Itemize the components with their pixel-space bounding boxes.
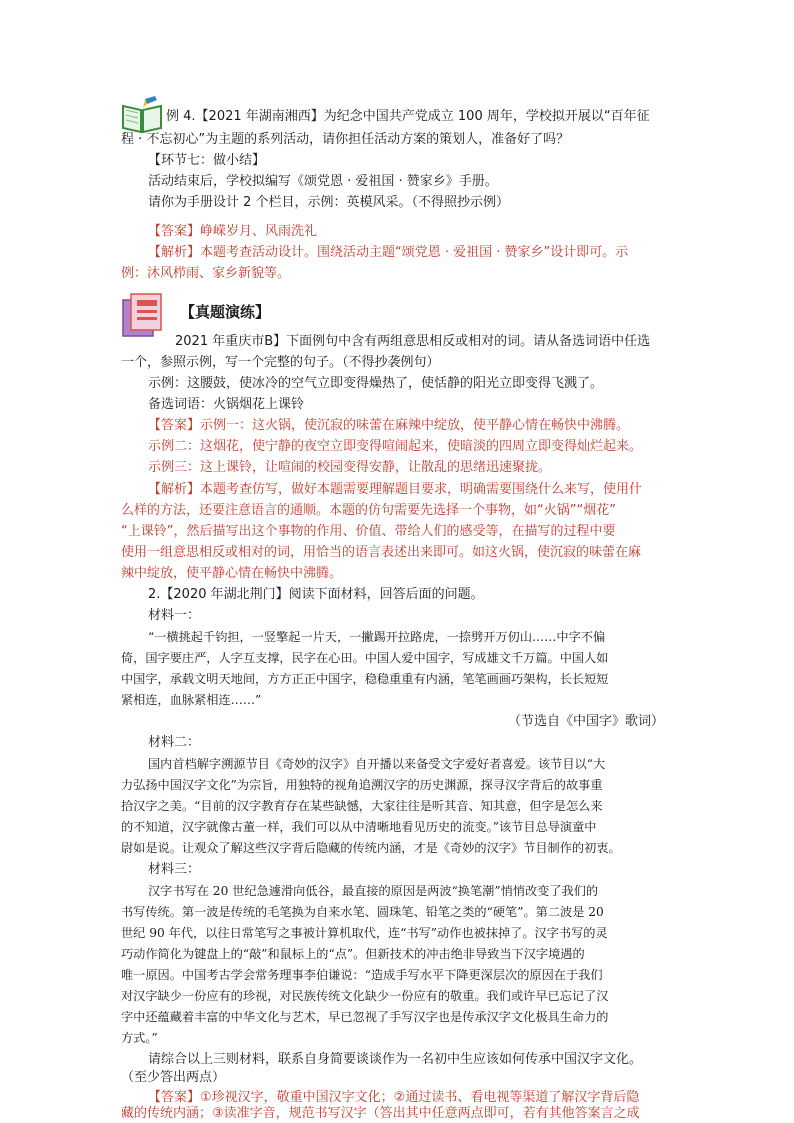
q2-material-3-label: 材料三：	[148, 862, 201, 877]
q2-m1-source: （节选自《中国字》歌词）	[508, 714, 665, 729]
q1-analysis-1: 【解析】本题考查仿写，做好本题需要理解题目要求，明确需要围绕什么来写，使用什	[148, 482, 643, 497]
example-4-answer: 【答案】峥嵘岁月、风雨洗礼	[148, 224, 318, 239]
example-4-line-2: 程 · 不忘初心”为主题的系列活动，请你担任活动方案的策划人，准备好了吗？	[121, 132, 570, 147]
q2-m1-line-1: “一横挑起千钧担，一竖擎起一片天，一撇踢开拉路虎，一捺劈开万仞山……中字不偏	[148, 630, 606, 644]
book-pencil-icon	[121, 96, 163, 134]
q1-line-2: 一个，参照示例，写一个完整的句子。（不得抄袭例句）	[121, 355, 440, 370]
q2-m2-line-4: 的不知道，汉字就像古董一样，我们可以从中清晰地看见历史的流变。”该节目总导演童中	[121, 820, 597, 834]
q1-answer-2: 示例二：这烟花，使宁静的夜空立即变得喧闹起来，使暗淡的四周立即变得灿烂起来。	[148, 439, 643, 454]
q1-answer-1: 【答案】示例一：这火锅，使沉寂的味蕾在麻辣中绽放，使平静心情在畅快中沸腾。	[148, 418, 630, 433]
q2-m2-line-1: 国内首档解字溯源节目《奇妙的汉字》自开播以来备受文字爱好者喜爱。该节目以“大	[148, 757, 606, 771]
q2-answer-1: 【答案】①珍视汉字，敬重中国汉字文化；②通过读书、看电视等渠道了解汉字背后隐	[148, 1090, 640, 1105]
q2-m3-line-3: 世纪 90 年代，以往日常笔写之事被计算机取代，连“书写”动作也被抹掉了。汉字书写的灵	[121, 926, 608, 940]
q1-options: 备选词语：火锅烟花上课铃	[148, 397, 305, 412]
practice-section-title: 【真题演练】	[180, 303, 271, 321]
q1-answer-3: 示例三：这上课铃，让喧闹的校园变得安静，让散乱的思绪迅速聚拢。	[148, 460, 552, 475]
q2-m1-line-4: 紧相连，血脉紧相连……”	[121, 693, 262, 707]
example-4-section: 【环节七：做小结】	[148, 153, 266, 168]
q2-m3-line-6: 对汉字缺少一份应有的珍视，对民族传统文化缺少一份应有的敬重。我们或许早已忘记了汉	[121, 989, 609, 1003]
q1-analysis-3: “上课铃”，然后描写出这个事物的作用、价值、带给人们的感受等，在描写的过程中要	[121, 524, 616, 539]
q1-analysis-4: 使用一组意思相反或相对的词，用恰当的语言表述出来即可。如这火锅，使沉寂的味蕾在麻	[121, 545, 642, 560]
q1-line-1: 2021 年重庆市B】下面例句中含有两组意思相反或相对的词。请从备选词语中任选	[175, 334, 651, 349]
q2-question-2: （至少答出两点）	[121, 1070, 226, 1085]
example-4-analysis-1: 【解析】本题考查活动设计。围绕活动主题“颂党恩 · 爱祖国 · 赞家乡”设计即可。示	[148, 245, 629, 260]
q2-m3-line-8: 方式。”	[121, 1031, 158, 1045]
q2-m2-line-5: 尉如是说。让观众了解这些汉字背后隐藏的传统内涵，才是《奇妙的汉字》节目制作的初衷。	[121, 841, 621, 855]
example-4-line-1: 例 4.【2021 年湖南湘西】为纪念中国共产党成立 100 周年，学校拟开展以“百年征	[166, 109, 650, 124]
q2-m3-line-5: 唯一原因。中国考古学会常务理事李伯谦说：“造成手写水平下降更深层次的原因在于我们	[121, 968, 603, 982]
q2-question-1: 请综合以上三则材料，联系自身简要谈谈作为一名初中生应该如何传承中国汉字文化。	[148, 1052, 643, 1067]
q2-m2-line-2: 力弘扬中国汉字文化”为宗旨，用独特的视角追溯汉字的历史渊源，探寻汉字背后的故事重	[121, 778, 603, 792]
example-4-line-5: 请你为手册设计 2 个栏目，示例：英模风采。（不得照抄示例）	[148, 195, 510, 210]
example-4-analysis-2: 例：沐风栉雨、家乡新貌等。	[121, 266, 291, 281]
q2-material-1-label: 材料一：	[148, 608, 201, 623]
q2-m1-line-2: 倚，国字要庄严，人字互支撑，民字在心田。中国人爱中国字，写成雄文千万篇。中国人如	[121, 651, 609, 665]
q2-line-1: 2.【2020 年湖北荆门】阅读下面材料，回答后面的问题。	[148, 587, 484, 602]
q2-answer-2: 藏的传统内涵；③读准字音，规范书写汉字（答出其中任意两点即可，若有其他答案言之成	[121, 1106, 640, 1121]
q2-m3-line-1: 汉字书写在 20 世纪急遽滑向低谷，最直接的原因是两波“换笔潮”悄悄改变了我们的	[148, 884, 599, 898]
example-4-line-4: 活动结束后，学校拟编写《颂党恩 · 爱祖国 · 赞家乡》手册。	[148, 174, 498, 189]
q1-example: 示例：这腰鼓，使冰冷的空气立即变得燥热了，使恬静的阳光立即变得飞溅了。	[148, 376, 604, 391]
q1-analysis-5: 辣中绽放，使平静心情在畅快中沸腾。	[121, 566, 343, 581]
q2-m2-line-3: 拾汉字之美。“目前的汉字教育存在某些缺憾，大家往往是听其音、知其意，但字是怎么来	[121, 799, 603, 813]
q2-m3-line-7: 字中还蕴藏着丰富的中华文化与艺术，早已忽视了手写汉字也是传承汉字文化极具生命力的	[121, 1010, 609, 1024]
stacked-papers-icon	[121, 290, 175, 340]
q2-m3-line-4: 巧动作简化为键盘上的“敲”和鼠标上的“点”。但新技术的冲击绝非导致当下汉字境遇的	[121, 947, 585, 961]
q2-m3-line-2: 书写传统。第一波是传统的毛笔换为自来水笔、圆珠笔、铅笔之类的“硬笔”。第二波是 20	[121, 905, 604, 919]
q2-material-2-label: 材料二：	[148, 735, 201, 750]
q1-analysis-2: 么样的方法，还要注意语言的通顺。本题的仿句需要先选择一个事物，如“火锅”“烟花”	[121, 503, 616, 518]
q2-m1-line-3: 中国字，承载文明天地间，方方正正中国字，稳稳重重有内涵，笔笔画画巧架构，长长短短	[121, 672, 609, 686]
